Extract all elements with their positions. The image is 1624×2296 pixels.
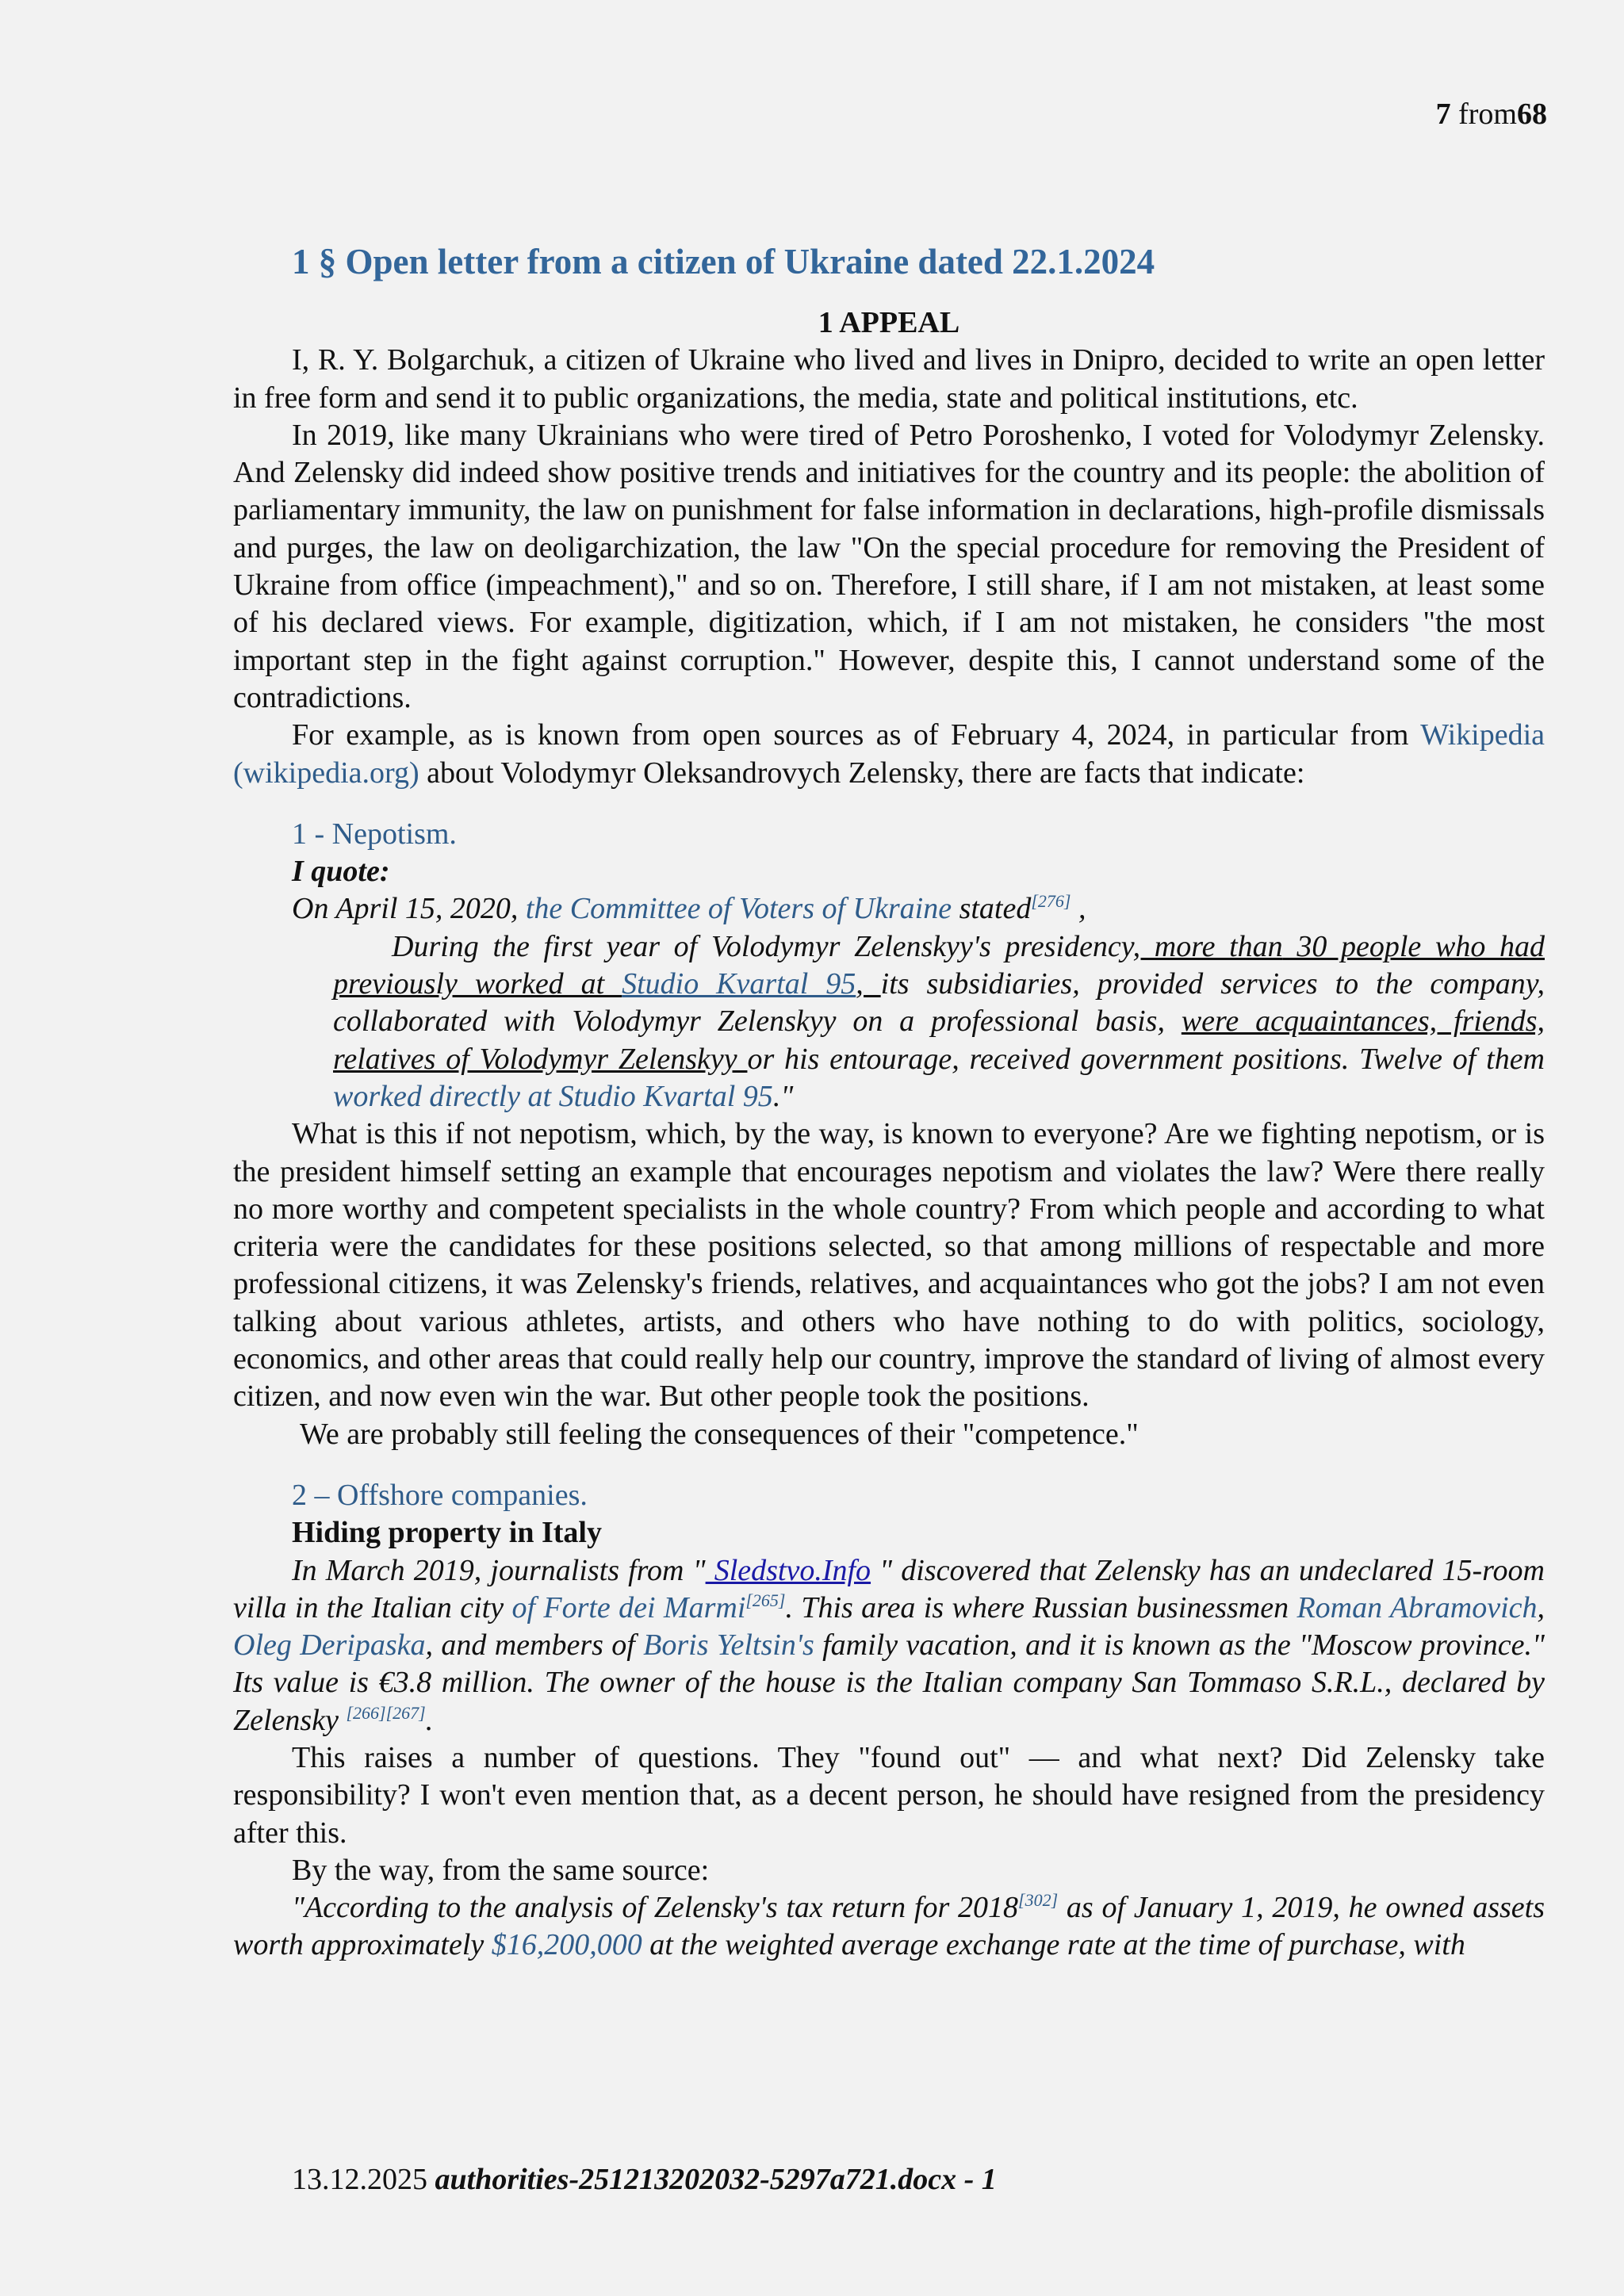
studio-direct-link[interactable]: worked directly at Studio Kvartal 95 <box>333 1079 773 1113</box>
footnote-ref[interactable]: [265] <box>745 1590 786 1610</box>
nepotism-paragraph-1: What is this if not nepotism, which, by the way, is known to everyone? Are we fighting nepotism, or is the president himself setting an example that encourages nepotism and violates the law? Were there really no more worthy and competent specialists in the whole country? From which people and according to what criteria were the candidates for these positions selected, so that among millions of respectable and more professional citizens, it was Zelensky's friends, relatives, and acquaintances who got the jobs? I am not even talking about various athletes, artists, and others who have nothing to do with politics, sociology, economics, and other areas that could really help our country, improve the standard of living of almost every citizen, and now even win the war. But other people took the positions. <box>233 1117 1545 1414</box>
page-total: 68 <box>1517 98 1547 131</box>
deripaska-link[interactable]: Oleg Deripaska <box>233 1628 426 1663</box>
abramovich-link[interactable]: Roman Abramovich <box>1297 1590 1538 1624</box>
offshore-paragraph-1: This raises a number of questions. They "found out" — and what next? Did Zelensky take responsibility? I won't even mention that, as a decent person, he should have resigned from the presidency after this. <box>233 1740 1545 1850</box>
tax-quote: "According to the analysis of Zelensky's tax return for 2018[302] as of January 1, 2019, he owned assets worth approximately $16,200,000 at the weighted average exchange rate at the time of purchase, with <box>233 1890 1545 1962</box>
studio-link[interactable]: Studio Kvartal 95 <box>622 967 856 1001</box>
wikipedia-link[interactable]: Wikipedia (wikipedia.org) <box>233 718 1545 790</box>
footer-filename: authorities-251213202032-5297a721.docx - 1 <box>435 2163 997 2196</box>
page-current: 7 <box>1435 98 1451 131</box>
section-heading: 1 § Open letter from a citizen of Ukraine dated 22.1.2024 <box>292 242 1155 281</box>
offshore-paragraph-2: By the way, from the same source: <box>292 1853 710 1887</box>
yeltsin-link[interactable]: Boris Yeltsin's <box>643 1628 814 1663</box>
nepotism-paragraph-2: We are probably still feeling the consequences of their "competence." <box>300 1417 1139 1451</box>
page-number <box>1436 97 1547 132</box>
appeal-title: 1 APPEAL <box>818 306 960 339</box>
footnote-ref[interactable]: [276] <box>1031 891 1071 912</box>
intro-paragraph-1: I, R. Y. Bolgarchuk, a citizen of Ukraine who lived and lives in Dnipro, decided to write an open letter in free form and send it to public organizations, the media, state and political institutions, etc. <box>233 343 1545 415</box>
footnote-ref[interactable]: [266][267] <box>346 1702 426 1723</box>
intro-paragraph-2: In 2019, like many Ukrainians who were tired of Petro Poroshenko, I voted for Volodymyr Zelensky. And Zelensky did indeed show positive trends and initiatives for the country and its people: the abolition of parliamentary immunity, the law on punishment for false information in declarations, high-profile dismissals and purges, the law on deoligarchization, the law "On the special procedure for removing the President of Ukraine from office (impeachment)," and so on. Therefore, I still share, if I am not mistaken, at least some of his declared views. For example, digitization, which, if I am not mistaken, he considers "the most important step in the fight against corruption." However, despite this, I cannot understand some of the contradictions. <box>233 418 1545 714</box>
footer-date: 13.12.2025 <box>292 2163 435 2196</box>
footnote-ref[interactable]: [302] <box>1018 1890 1059 1911</box>
page-word: from <box>1450 98 1517 131</box>
offshore-quote: In March 2019, journalists from " Sledstvo.Info " discovered that Zelensky has an undeclared 15-room villa in the Italian city of Forte dei Marmi[265]. This area is where Russian businessmen Roman Abramovich, Oleg Deripaska, and members of Boris Yeltsin's family vacation, and it is known as the "Moscow province." Its value is €3.8 million. The owner of the house is the Italian company San Tommaso S.R.L., declared by Zelensky [266][267]. <box>233 1553 1545 1737</box>
document-body <box>233 238 1545 1965</box>
forte-link[interactable]: of Forte dei Marmi <box>511 1590 746 1624</box>
quote-label: I quote: <box>292 855 390 889</box>
page-footer <box>292 2162 997 2197</box>
sledstvo-link[interactable]: Sledstvo.Info <box>705 1553 871 1587</box>
intro-paragraph-3: For example, as is known from open sources as of February 4, 2024, in particular from Wikipedia (wikipedia.org) about Volodymyr Oleksandrovych Zelensky, there are facts that indicate: <box>233 718 1545 790</box>
assets-link[interactable]: $16,200,000 <box>491 1928 642 1962</box>
quote-block: During the first year of Volodymyr Zelenskyy's presidency, more than 30 people who had previously worked at Studio Kvartal 95, its subsidiaries, provided services to the company, collaborated with Volodymyr Zelenskyy on a professional basis, were acquaintances, friends, relatives of Volodymyr Zelenskyy or his entourage, received government positions. Twelve of them worked directly at Studio Kvartal 95." <box>333 929 1545 1113</box>
offshore-subtitle: Hiding property in Italy <box>292 1516 602 1550</box>
section-offshore-title: 2 – Offshore companies. <box>292 1478 588 1512</box>
section-nepotism-title: 1 - Nepotism. <box>292 817 457 851</box>
quote-lead: On April 15, 2020, the Committee of Voters of Ukraine stated[276] , <box>292 891 1086 926</box>
committee-link[interactable]: the Committee of Voters of Ukraine <box>525 892 952 926</box>
